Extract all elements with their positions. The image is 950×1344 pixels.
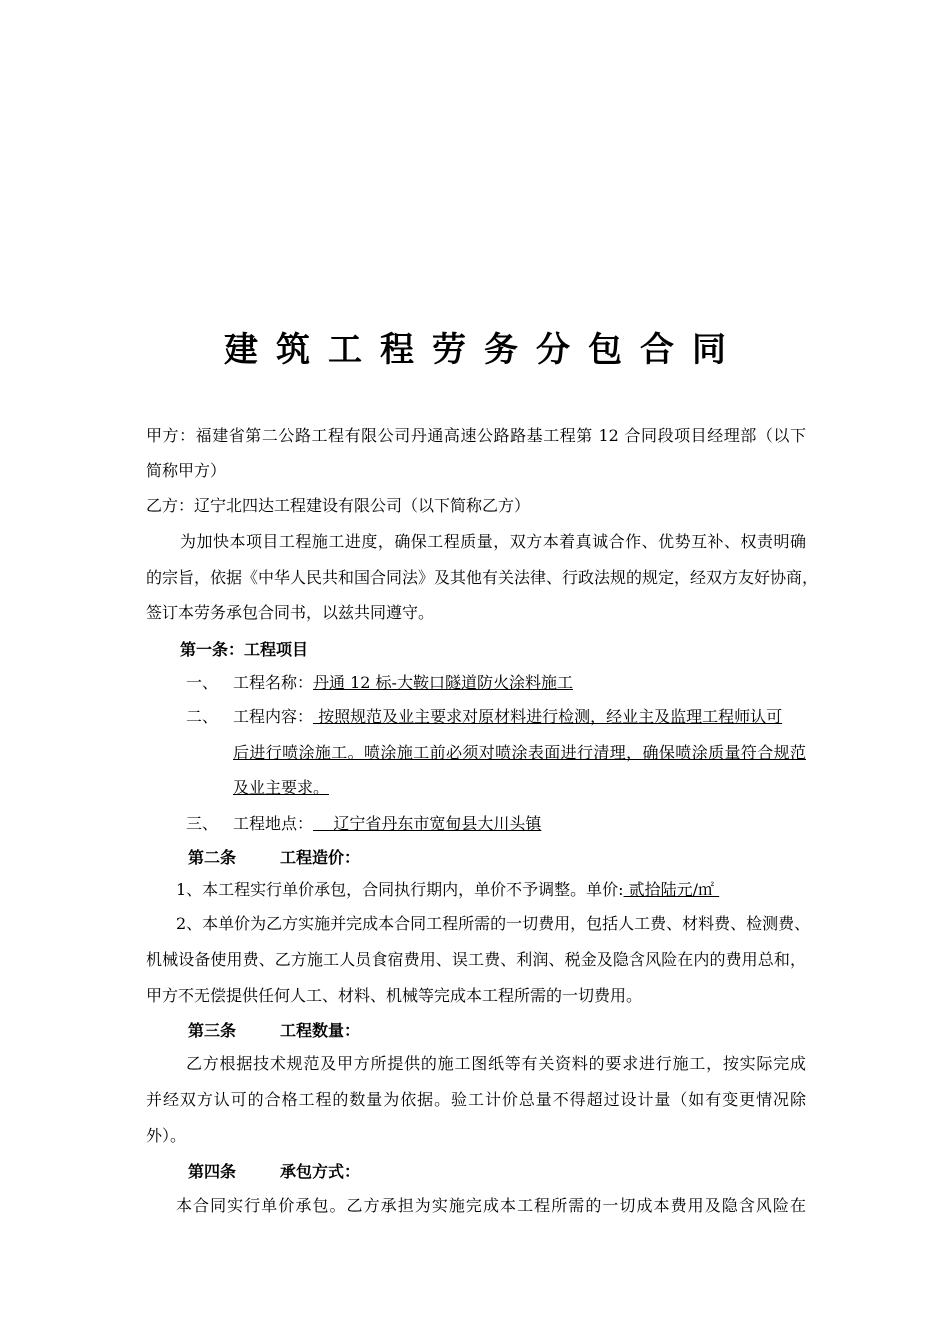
project-location-value: 辽宁省丹东市宽甸县大川头镇	[313, 814, 542, 833]
article-3-heading	[188, 1021, 360, 1041]
project-name-label: 工程名称：	[233, 673, 314, 692]
project-name-value: 丹通 12 标-大鞍口隧道防火涂料施工	[313, 673, 573, 692]
article-3-title: 工程数量：	[280, 1021, 361, 1040]
preamble-line-1: 为加快本项目工程施工进度，确保工程质量，双方本着真诚合作、优势互补、权责明确	[180, 532, 806, 551]
article-2-title: 工程造价：	[280, 848, 361, 867]
preamble-line-2: 的宗旨，依据《中华人民共和国合同法》及其他有关法律、行政法规的规定，经双方友好协商，	[146, 568, 819, 587]
article-2-para-1	[176, 880, 719, 900]
article-4-title: 承包方式：	[280, 1162, 361, 1181]
article-4-number: 第四条	[188, 1162, 237, 1181]
article-1-item-1-number: 一、	[186, 673, 219, 692]
unit-price-text: 1、本工程实行单价承包，合同执行期内，单价不予调整。单价:	[176, 880, 624, 899]
article-1-heading: 第一条：工程项目	[180, 640, 309, 659]
project-content-line-3: 及业主要求。	[233, 778, 330, 797]
article-4-heading	[188, 1162, 360, 1182]
article-4-para-line-1: 本合同实行单价承包。乙方承担为实施完成本工程所需的一切成本费用及隐含风险在	[176, 1196, 806, 1215]
party-b-line: 乙方：辽宁北四达工程建设有限公司（以下简称乙方）	[146, 496, 531, 515]
party-a-line-1: 甲方：福建省第二公路工程有限公司丹通高速公路路基工程第 12 合同段项目经理部（以下	[146, 426, 806, 445]
article-3-para-line-1: 乙方根据技术规范及甲方所提供的施工图纸等有关资料的要求进行施工，按实际完成	[186, 1054, 806, 1073]
article-1-item-3-number: 三、	[186, 814, 219, 833]
document-title: 建筑工程劳务分包合同	[224, 330, 744, 370]
party-a-line-2: 简称甲方）	[146, 461, 227, 480]
article-3-number: 第三条	[188, 1021, 237, 1040]
project-content-line-2: 后进行喷涂施工。喷涂施工前必须对喷涂表面进行清理，确保喷涂质量符合规范	[233, 743, 806, 762]
project-location-label: 工程地点：	[233, 814, 314, 833]
article-3-para-line-3: 外）。	[146, 1126, 187, 1145]
article-2-para-2-line-1: 2、本单价为乙方实施并完成本合同工程所需的一切费用，包括人工费、材料费、检测费、	[176, 914, 811, 933]
article-3-para-line-2: 并经双方认可的合格工程的数量为依据。验工计价总量不得超过设计量（如有变更情况除	[146, 1090, 806, 1109]
article-2-heading	[188, 848, 360, 868]
preamble-line-3: 签订本劳务承包合同书，以兹共同遵守。	[146, 603, 435, 622]
article-1-item-3	[233, 814, 541, 834]
article-1-item-2	[233, 707, 782, 727]
article-2-para-2-line-2: 机械设备使用费、乙方施工人员食宿费用、误工费、利润、税金及隐含风险在内的费用总和，	[146, 950, 806, 969]
project-content-label: 工程内容：	[233, 707, 314, 726]
article-1-item-2-number: 二、	[186, 707, 219, 726]
project-content-line-1: 按照规范及业主要求对原材料进行检测，经业主及监理工程师认可	[313, 707, 783, 726]
unit-price-value: 贰拾陆元/㎡	[623, 880, 720, 899]
article-1-item-1	[233, 673, 573, 693]
article-2-para-2-line-3: 甲方不无偿提供任何人工、材料、机械等完成本工程所需的一切费用。	[146, 986, 643, 1005]
article-2-number: 第二条	[188, 848, 237, 867]
